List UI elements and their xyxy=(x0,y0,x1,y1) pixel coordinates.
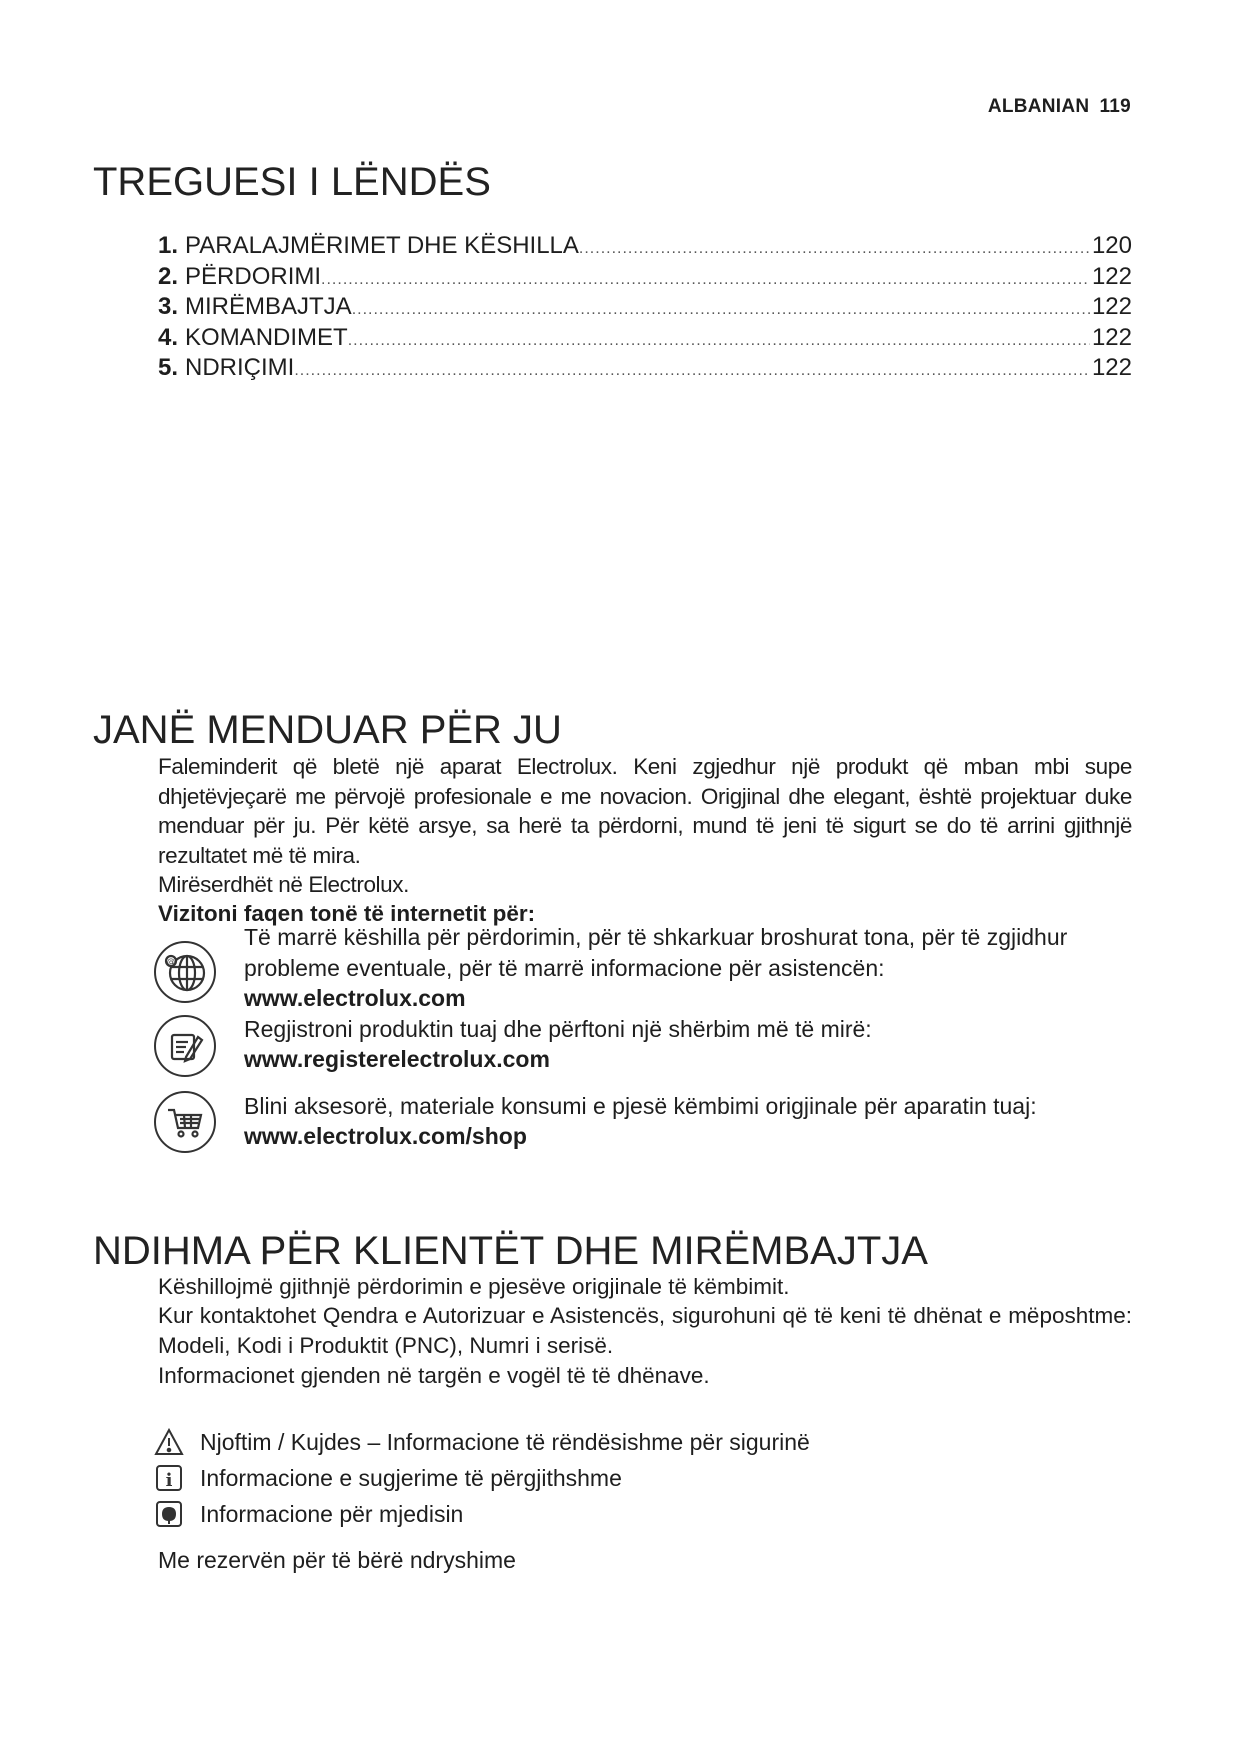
web-item-link[interactable]: www.electrolux.com xyxy=(244,985,466,1011)
toc-item[interactable] xyxy=(158,324,1132,355)
web-item-link[interactable]: www.electrolux.com/shop xyxy=(244,1123,527,1149)
legend-text: Informacione për mjedisin xyxy=(200,1500,464,1527)
toc-leader xyxy=(348,332,1090,350)
page-number: 119 xyxy=(1099,96,1131,117)
toc-item-page: 122 xyxy=(1091,262,1132,290)
service-line: Informacionet gjenden në targën e vogël të të dhënave. xyxy=(158,1363,710,1388)
toc-leader xyxy=(321,271,1090,289)
toc-item-number: 5. xyxy=(158,354,179,381)
toc-item-number: 2. xyxy=(158,262,179,290)
toc-item-label: MIRËMBAJTJA xyxy=(185,293,352,320)
toc-item-page: 122 xyxy=(1091,354,1132,381)
language-label: ALBANIAN xyxy=(987,96,1090,117)
web-item-text: Regjistroni produktin tuaj dhe përftoni një shërbim më të mirë: xyxy=(244,1016,872,1042)
toc-item-number: 3. xyxy=(158,293,179,320)
page-header xyxy=(988,96,1131,118)
toc-item-page: 120 xyxy=(1091,232,1132,259)
svg-text:i: i xyxy=(165,1470,173,1491)
welcome-line: Mirëserdhët në Electrolux. xyxy=(158,872,409,897)
toc-item-label: PARALAJMËRIMET DHE KËSHILLA xyxy=(185,232,579,259)
footer-note: Me rezervën për të bërë ndryshime xyxy=(158,1547,516,1573)
register-icon xyxy=(154,1015,216,1077)
toc-item[interactable] xyxy=(158,293,1132,324)
toc-item-number: 1. xyxy=(158,232,179,259)
cart-icon xyxy=(154,1091,216,1153)
intro-title: JANË MENDUAR PËR JU xyxy=(93,708,562,752)
visit-label: Vizitoni faqen tonë të internetit për: xyxy=(158,901,536,926)
legend-item xyxy=(154,1428,810,1456)
globe-icon xyxy=(154,941,216,1003)
toc-item[interactable] xyxy=(158,232,1132,263)
toc-item-label: PËRDORIMI xyxy=(185,262,322,290)
toc-item-label: KOMANDIMET xyxy=(185,323,348,351)
toc-item-label: NDRIÇIMI xyxy=(185,354,295,381)
toc-item[interactable] xyxy=(158,354,1132,385)
legend-text: Informacione e sugjerime të përgjithshme xyxy=(200,1464,622,1491)
web-item-text: Të marrë këshilla për përdorimin, për të shkarkuar broshurat tona, për të zgjidhur probleme eventuale, për të marrë informacione për asistencën: xyxy=(244,924,1068,981)
legend-text: Njoftim / Kujdes – Informacione të rëndësishme për sigurinë xyxy=(200,1428,810,1455)
warning-icon xyxy=(154,1428,184,1456)
toc-item-number: 4. xyxy=(158,323,179,351)
web-item-text: Blini aksesorë, materiale konsumi e pjesë këmbimi origjinale për aparatin tuaj: xyxy=(244,1093,1037,1119)
info-icon xyxy=(154,1464,184,1492)
toc-leader xyxy=(294,362,1090,380)
legend-item xyxy=(154,1464,622,1492)
service-paragraph: Kur kontaktohet Qendra e Autorizuar e Asistencës, sigurohuni që të keni të dhënat e mëposhtme: Modeli, Kodi i Produktit (PNC), Numri i serisë. xyxy=(158,1303,1132,1358)
intro-paragraph: Faleminderit që bletë një aparat Electrolux. Keni zgjedhur një produkt që mban mbi supe dhjetëvjeçarë me përvojë profesionale e me novacion. Origjinal dhe elegant, është projektuar duke menduar për ju. Për këtë arsye, sa herë ta përdorni, mund të jeni të sigurt se do të arrini gjithnjë rezultatet më të mira. xyxy=(158,754,1132,868)
environment-icon xyxy=(154,1500,184,1528)
toc-title: TREGUESI I LËNDËS xyxy=(93,160,491,204)
svg-text:@: @ xyxy=(167,957,175,966)
legend-item xyxy=(154,1500,463,1528)
toc-leader xyxy=(352,301,1090,319)
service-line: Këshillojmë gjithnjë përdorimin e pjesëve origjinale të këmbimit. xyxy=(158,1274,790,1299)
table-of-contents xyxy=(158,232,1132,385)
service-title: NDIHMA PËR KLIENTËT DHE MIRËMBAJTJA xyxy=(93,1229,928,1273)
toc-item-page: 122 xyxy=(1091,293,1132,320)
toc-item-page: 122 xyxy=(1091,323,1132,351)
toc-leader xyxy=(579,240,1090,258)
toc-item[interactable] xyxy=(158,263,1132,294)
web-item-link[interactable]: www.registerelectrolux.com xyxy=(244,1046,550,1072)
